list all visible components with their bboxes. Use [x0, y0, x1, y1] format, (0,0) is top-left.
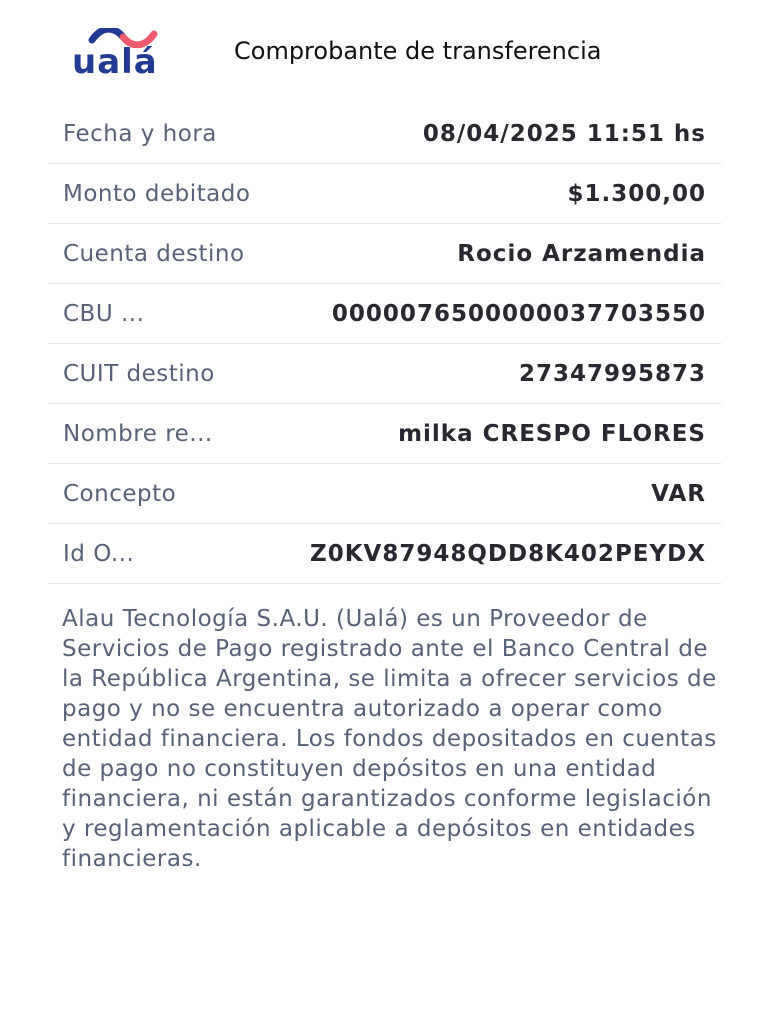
detail-value: milka CRESPO FLORES [398, 420, 706, 447]
detail-label: Nombre re... [63, 420, 213, 447]
detail-label: Cuenta destino [63, 240, 245, 267]
legal-disclaimer: Alau Tecnología S.A.U. (Ualá) es un Proveedor de Servicios de Pago registrado ante el Banco Central de la República Argentina, se limita a ofrecer servicios de pago y no se encuentra autorizado a operar como entidad financiera. Los fondos depositados en cuentas de pago no constituyen depósitos en una entidad financiera, ni están garantizados conforme legislación y reglamentación aplicable a depósitos en entidades financieras. [62, 606, 717, 872]
detail-label: Monto debitado [63, 180, 251, 207]
transfer-details [48, 104, 721, 584]
uala-logo [70, 28, 174, 82]
page-title: Comprobante de transferencia [234, 37, 602, 65]
detail-value: 08/04/2025 11:51 hs [422, 120, 706, 147]
detail-row-fecha [48, 104, 721, 164]
detail-value: VAR [651, 480, 706, 507]
detail-label: Id O... [63, 540, 135, 567]
header [0, 0, 768, 100]
detail-row-monto [48, 164, 721, 224]
detail-row-id-operacion [48, 524, 721, 584]
logo-wordmark: ualá [72, 42, 158, 82]
detail-row-cuit [48, 344, 721, 404]
detail-value: 0000076500000037703550 [331, 300, 706, 327]
detail-value: Z0KV87948QDD8K402PEYDX [310, 540, 706, 567]
detail-value: Rocio Arzamendia [457, 240, 706, 267]
detail-row-nombre [48, 404, 721, 464]
detail-value: $1.300,00 [567, 180, 706, 207]
detail-label: CBU ... [63, 300, 145, 327]
detail-label: CUIT destino [63, 360, 215, 387]
detail-row-cbu [48, 284, 721, 344]
detail-value: 27347995873 [518, 360, 706, 387]
detail-row-concepto [48, 464, 721, 524]
detail-row-cuenta [48, 224, 721, 284]
detail-label: Concepto [63, 480, 177, 507]
detail-label: Fecha y hora [63, 120, 217, 147]
